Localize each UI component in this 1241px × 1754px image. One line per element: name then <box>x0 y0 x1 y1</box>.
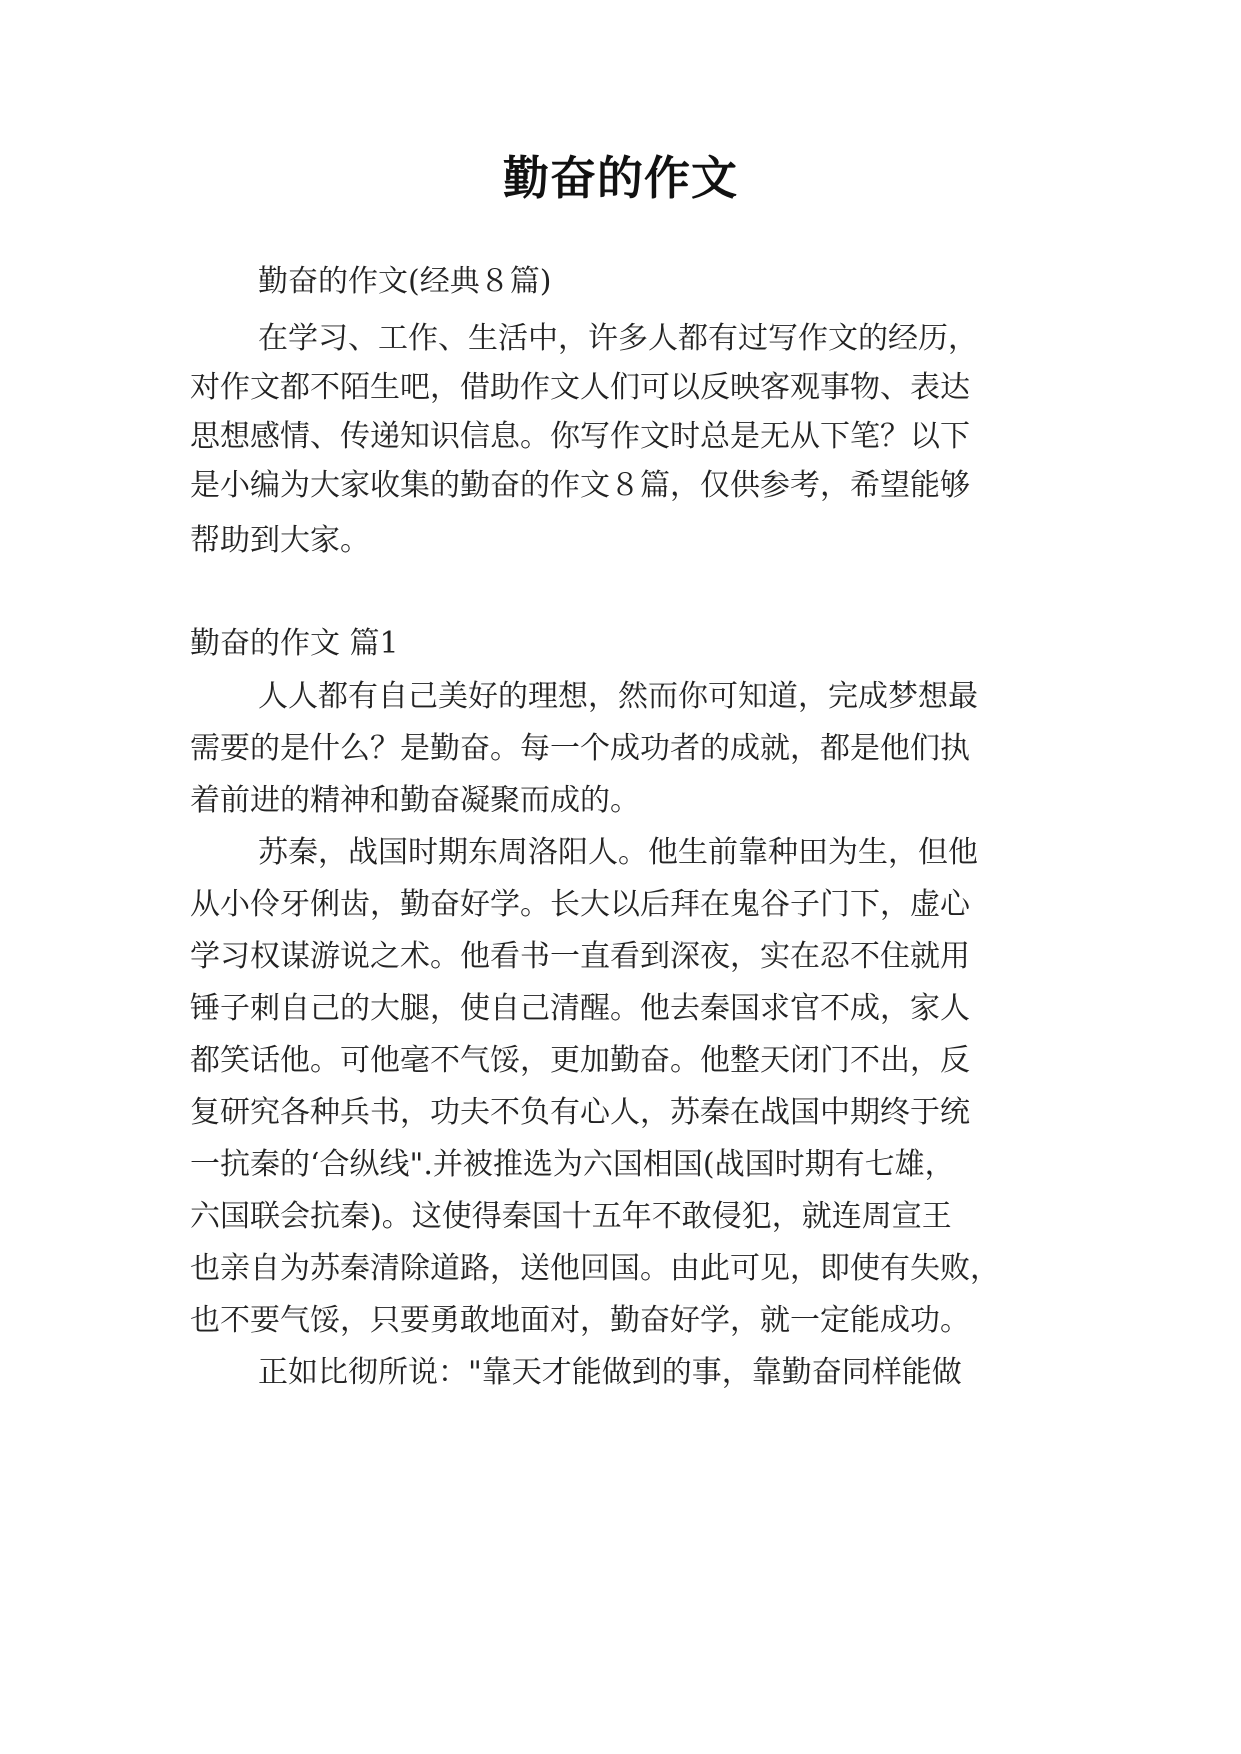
intro-line: 帮助到大家。 <box>190 523 370 558</box>
body-line: 苏秦，战国时期东周洛阳人。他生前靠种田为生，但他 <box>258 835 978 870</box>
intro-line: 在学习、工作、生活中，许多人都有过写作文的经历， <box>258 321 978 356</box>
body-line: 需要的是什么？是勤奋。每一个成功者的成就，都是他们执 <box>190 731 970 766</box>
body-line: 也不要气馁，只要勇敢地面对，勤奋好学，就一定能成功。 <box>190 1303 970 1338</box>
body-line: 正如比彻所说："靠天才能做到的事，靠勤奋同样能做 <box>258 1355 962 1390</box>
body-line: 从小伶牙俐齿，勤奋好学。长大以后拜在鬼谷子门下，虚心 <box>190 887 970 922</box>
body-line: 学习权谋游说之术。他看书一直看到深夜，实在忍不住就用 <box>190 939 970 974</box>
body-line: 也亲自为苏秦清除道路，送他回国。由此可见，即使有失败， <box>190 1251 1000 1286</box>
body-line: 都笑话他。可他毫不气馁，更加勤奋。他整天闭门不出，反 <box>190 1043 970 1078</box>
section-heading: 勤奋的作文 篇1 <box>190 626 399 661</box>
body-line: 复研究各种兵书，功夫不负有心人，苏秦在战国中期终于统 <box>190 1095 970 1130</box>
intro-line: 是小编为大家收集的勤奋的作文８篇，仅供参考，希望能够 <box>190 468 970 503</box>
body-line: 锤子刺自己的大腿，使自己清醒。他去秦国求官不成，家人 <box>190 991 970 1026</box>
document-title: 勤奋的作文 <box>503 151 738 205</box>
body-line: 着前进的精神和勤奋凝聚而成的。 <box>190 783 640 818</box>
body-line: 人人都有自己美好的理想，然而你可知道，完成梦想最 <box>258 679 978 714</box>
intro-line: 思想感情、传递知识信息。你写作文时总是无从下笔？以下 <box>190 419 970 454</box>
subtitle-line: 勤奋的作文(经典８篇) <box>258 264 552 299</box>
body-line: 六国联会抗秦)。这使得秦国十五年不敢侵犯，就连周宣王 <box>190 1199 952 1234</box>
body-line: 一抗秦的‘合纵线".并被推选为六国相国(战国时期有七雄， <box>190 1147 955 1182</box>
intro-line: 对作文都不陌生吧，借助作文人们可以反映客观事物、表达 <box>190 370 970 405</box>
